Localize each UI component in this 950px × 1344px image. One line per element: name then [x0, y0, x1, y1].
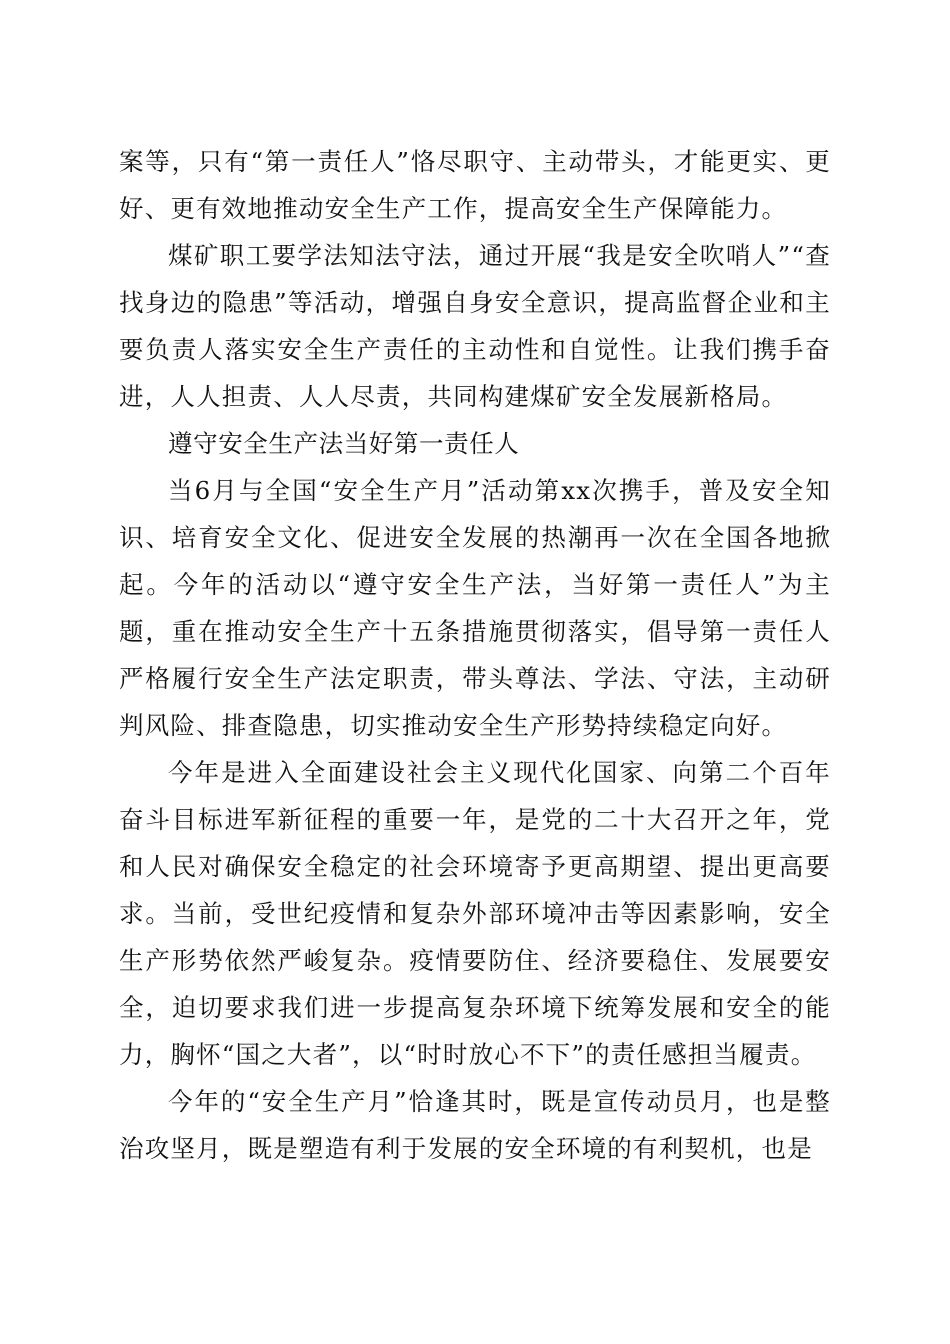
document-body	[119, 138, 831, 1172]
paragraph-timely: 今年的“安全生产月”恰逢其时，既是宣传动员月，也是整治攻坚月，既是塑造有利于发展的安全环境的有利契机，也是	[119, 1087, 831, 1163]
paragraph-safety-month: 当6月与全国“安全生产月”活动第xx次携手，普及安全知识、培育安全文化、促进安全发展的热潮再一次在全国各地掀起。今年的活动以“遵守安全生产法，当好第一责任人”为主题，重在推动安全生产十五条措施贯彻落实，倡导第一责任人严格履行安全生产法定职责，带头尊法、学法、守法，主动研判风险、排查隐患，切实推动安全生产形势持续稳定向好。	[119, 476, 831, 740]
paragraph-coal-workers: 煤矿职工要学法知法守法，通过开展“我是安全吹哨人”“查找身边的隐患”等活动，增强自身安全意识，提高监督企业和主要负责人落实安全生产责任的主动性和自觉性。让我们携手奋进，人人担责、人人尽责，共同构建煤矿安全发展新格局。	[119, 241, 831, 411]
paragraph-continuation: 案等，只有“第一责任人”恪尽职守、主动带头，才能更实、更好、更有效地推动安全生产工作，提高安全生产保障能力。	[119, 147, 831, 223]
section-heading: 遵守安全生产法当好第一责任人	[168, 429, 520, 458]
paragraph-this-year: 今年是进入全面建设社会主义现代化国家、向第二个百年奋斗目标进军新征程的重要一年，是党的二十大召开之年，党和人民对确保安全稳定的社会环境寄予更高期望、提出更高要求。当前，受世纪疫情和复杂外部环境冲击等因素影响，安全生产形势依然严峻复杂。疫情要防住、经济要稳住、发展要安全，迫切要求我们进一步提高复杂环境下统筹发展和安全的能力，胸怀“国之大者”，以“时时放心不下”的责任感担当履责。	[119, 758, 831, 1069]
